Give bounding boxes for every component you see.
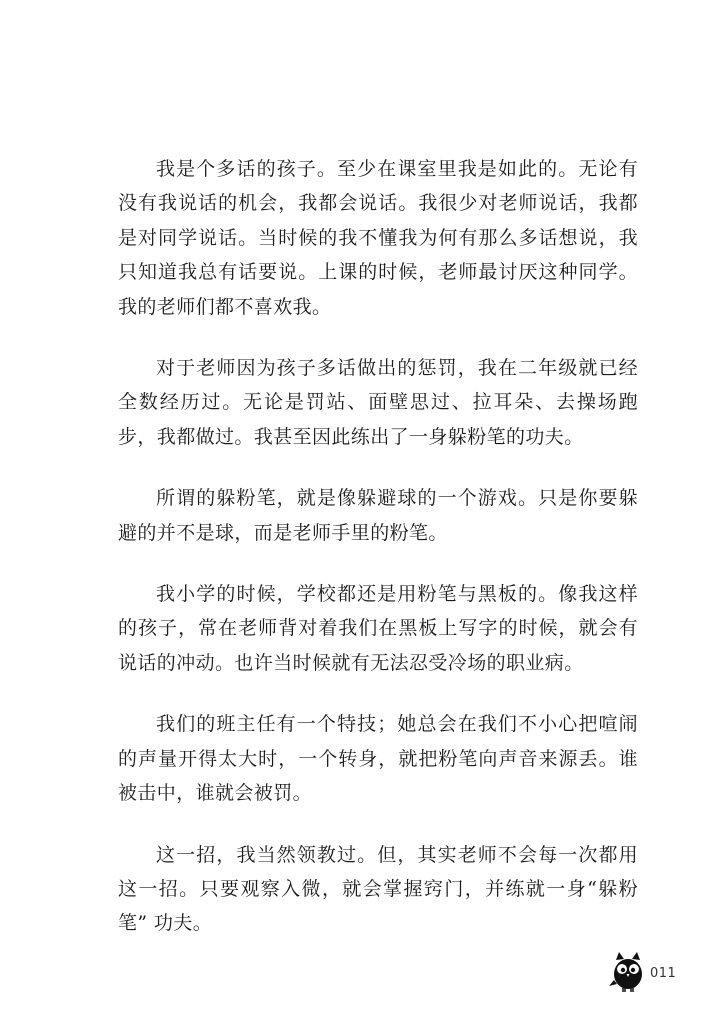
paragraph-4: 我小学的时候，学校都还是用粉笔与黑板的。像我这样的孩子，常在老师背对着我们在黑板上写字的时候，就会有说话的冲动。也许当时候就有无法忍受冷场的职业病。 bbox=[118, 583, 638, 674]
owl-icon bbox=[608, 950, 648, 994]
page-body bbox=[118, 152, 638, 968]
paragraph-6: 这一招，我当然领教过。但，其实老师不会每一次都用这一招。只要观察入微，就会掌握窍门，并练就一身“躲粉笔” 功夫。 bbox=[118, 843, 638, 935]
paragraph-5: 我们的班主任有一个特技；她总会在我们不小心把喧闹的声量开得太大时，一个转身，就把粉笔向声音来源丢。谁被击中，谁就会被罚。 bbox=[118, 713, 638, 805]
page-footer bbox=[608, 950, 678, 1000]
paragraph-1: 我是个多话的孩子。至少在课室里我是如此的。无论有没有我说话的机会，我都会说话。我很少对老师说话，我都是对同学说话。当时候的我不懂我为何有那么多话想说，我只知道我总有话要说。上课的时候，老师最讨厌这种同学。我的老师们都不喜欢我。 bbox=[118, 158, 638, 318]
page-number: 011 bbox=[650, 966, 677, 981]
paragraph-3: 所谓的躲粉笔，就是像躲避球的一个游戏。只是你要躲避的并不是球，而是老师手里的粉笔。 bbox=[118, 487, 638, 544]
paragraph-2: 对于老师因为孩子多话做出的惩罚，我在二年级就已经全数经历过。无论是罚站、面壁思过、拉耳朵、去操场跑步，我都做过。我甚至因此练出了一身躲粉笔的功夫。 bbox=[118, 357, 638, 448]
